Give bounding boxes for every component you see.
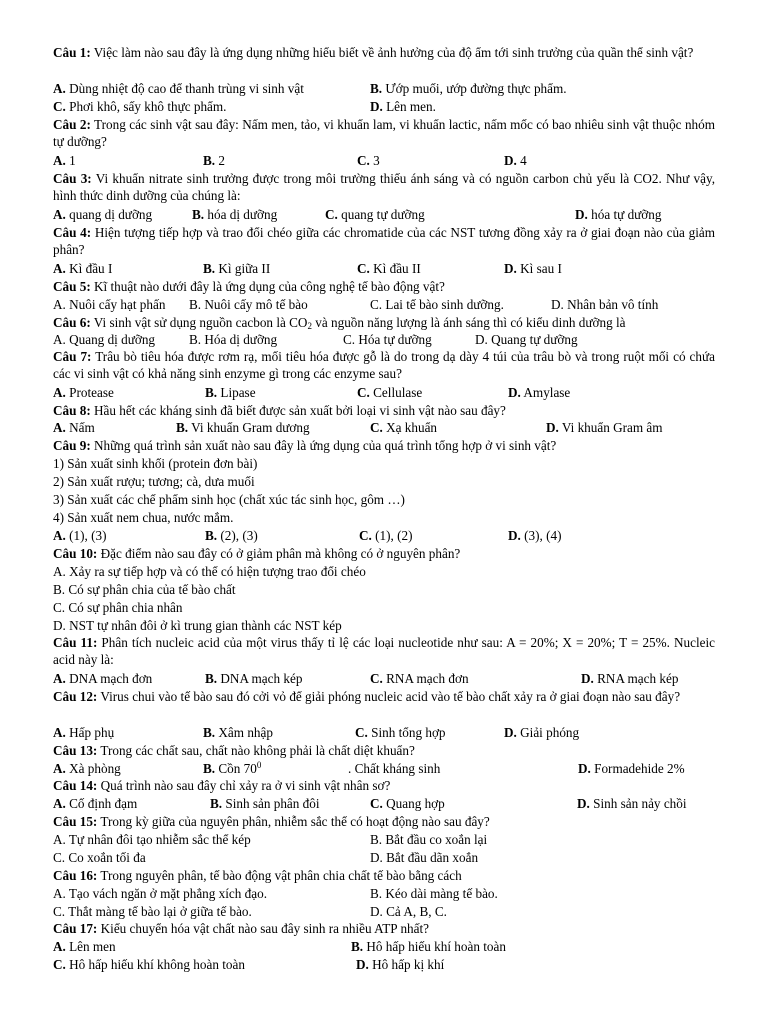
question-16 <box>53 867 462 884</box>
option-c: C. quang tự dưỡng <box>325 207 425 222</box>
option-d: D. (3), (4) <box>508 528 562 543</box>
option-b: B. Sinh sản phân đôi <box>210 796 320 811</box>
option-a: A. Nuôi cấy hạt phấn <box>53 297 166 312</box>
option-b: B. Nuôi cấy mô tế bào <box>189 297 308 312</box>
option-c: C. Cellulase <box>357 385 423 400</box>
option-c: . Chất kháng sinh <box>348 761 441 776</box>
option-a: A. DNA mạch đơn <box>53 671 153 686</box>
question-14 <box>53 777 390 794</box>
question-text: Hiện tượng tiếp hợp và trao đổi chéo giữa các chromatide của các NST tương đồng xảy ra ở giai đoạn nào của giảm phân? <box>53 225 715 257</box>
option-d: D. Giải phóng <box>504 725 580 740</box>
question-text: Quá trình nào sau đây chỉ xảy ra ở vi sinh vật nhân sơ? <box>97 778 391 793</box>
option-d: D. Amylase <box>508 385 571 400</box>
question-label: Câu 1: <box>53 45 91 60</box>
question-label: Câu 17: <box>53 921 98 936</box>
option-c: C. Sinh tổng hợp <box>355 725 446 740</box>
option-b: B. Bắt đầu co xoắn lại <box>370 832 488 847</box>
option-c: C. Hô hấp hiếu khí không hoàn toàn <box>53 957 245 972</box>
question-12 <box>53 688 715 705</box>
question-17 <box>53 920 429 937</box>
question-text: Đặc điểm nào sau đây có ở giảm phân mà không có ở nguyên phân? <box>97 546 461 561</box>
option-b: B. Ướp muối, ướp đường thực phẩm. <box>370 81 567 96</box>
option-d: D. hóa tự dưỡng <box>575 207 662 222</box>
option-d: D. Bắt đầu dãn xoắn <box>370 850 479 865</box>
option-c: C. Xạ khuẩn <box>370 420 438 435</box>
option-d: D. Vi khuẩn Gram âm <box>546 420 663 435</box>
question-text: Trong kỳ giữa của nguyên phân, nhiễm sắc thể có hoạt động nào sau đây? <box>97 814 490 829</box>
question-label: Câu 2: <box>53 117 91 132</box>
question-text: Trong các chất sau, chất nào không phải là chất diệt khuẩn? <box>97 743 415 758</box>
option-a: A. (1), (3) <box>53 528 107 543</box>
question-label: Câu 11: <box>53 635 98 650</box>
question-text: Những quá trình sản xuất nào sau đây là ứng dụng của quá trình tổng hợp ở vi sinh vật? <box>90 438 557 453</box>
option-c: C. RNA mạch đơn <box>370 671 469 686</box>
question-text: Kiểu chuyển hóa vật chất nào sau đây sinh ra nhiều ATP nhất? <box>97 921 429 936</box>
option-a: A. Kì đầu I <box>53 261 113 276</box>
option-a: A. Tự nhân đôi tạo nhiễm sắc thể kép <box>53 832 251 847</box>
option-d: D. 4 <box>504 153 527 168</box>
question-label: Câu 7: <box>53 349 92 364</box>
option-c: C. Có sự phân chia nhân <box>53 600 183 615</box>
option-d: D. Hô hấp kị khí <box>356 957 445 972</box>
question-label: Câu 13: <box>53 743 98 758</box>
statement-2: 2) Sản xuất rượu; tương; cà, dưa muối <box>53 474 255 489</box>
question-label: Câu 15: <box>53 814 98 829</box>
option-c: C. Co xoắn tối đa <box>53 850 146 865</box>
question-4 <box>53 224 715 258</box>
question-8 <box>53 402 506 419</box>
option-b: B. Hô hấp hiếu khí hoàn toàn <box>351 939 506 954</box>
option-d: D. Kì sau I <box>504 261 562 276</box>
question-text: Trâu bò tiêu hóa được rơm rạ, mối tiêu hóa được gỗ là do trong dạ dày 4 túi của trâu bò và trong ruột mối có chứa các vi sinh vật có khả năng sinh enzyme gì trong các enzyme sau? <box>53 349 715 381</box>
option-d: D. NST tự nhân đôi ở kì trung gian thành các NST kép <box>53 618 342 633</box>
option-b: B. Lipase <box>205 385 256 400</box>
question-text: Trong nguyên phân, tế bào động vật phân chia chất tế bào bằng cách <box>97 868 462 883</box>
question-label: Câu 10: <box>53 546 98 561</box>
option-a: A. Protease <box>53 385 114 400</box>
option-c: C. Kì đầu II <box>357 261 421 276</box>
option-a: A. Xà phòng <box>53 761 121 776</box>
question-1 <box>53 44 715 61</box>
option-a: A. Nấm <box>53 420 95 435</box>
question-text: Việc làm nào sau đây là ứng dụng những hiểu biết về ảnh hưởng của độ ẩm tới sinh trưởng của quần thể sinh vật? <box>90 45 694 60</box>
option-b: B. Có sự phân chia của tế bào chất <box>53 582 236 597</box>
question-text: Phân tích nucleic acid của một virus thấy tỉ lệ các loại nucleotide như sau: A = 20%; X = 20%; T = 25%. Nucleic acid này là: <box>53 635 715 667</box>
option-b: B. Vi khuẩn Gram dương <box>176 420 310 435</box>
option-b: B. Cồn $70^0$ <box>203 760 262 776</box>
statement-4: 4) Sản xuất nem chua, nước mắm. <box>53 510 234 525</box>
option-d: D. Cả A, B, C. <box>370 904 447 919</box>
option-a: A. quang dị dưỡng <box>53 207 153 222</box>
question-label: Câu 14: <box>53 778 98 793</box>
option-d: D. Lên men. <box>370 99 436 114</box>
option-b: B. DNA mạch kép <box>205 671 303 686</box>
question-text: Vi khuẩn nitrate sinh trưởng được trong môi trường thiếu ánh sáng và có nguồn carbon chủ yếu là CO2. Như vậy, hình thức dinh dưỡng của chúng là: <box>53 171 716 203</box>
question-13 <box>53 742 415 759</box>
question-text: Kĩ thuật nào dưới đây là ứng dụng của công nghệ tế bào động vật? <box>90 279 445 294</box>
option-a: A. Lên men <box>53 939 116 954</box>
question-5 <box>53 278 445 295</box>
option-b: B. Xâm nhập <box>203 725 273 740</box>
question-10 <box>53 545 460 562</box>
option-a: A. Tạo vách ngăn ở mặt phẳng xích đạo. <box>53 886 268 901</box>
question-label: Câu 16: <box>53 868 98 883</box>
option-b: B. Hóa dị dưỡng <box>189 332 278 347</box>
option-c: C. (1), (2) <box>359 528 413 543</box>
question-11 <box>53 634 715 668</box>
question-7 <box>53 348 715 382</box>
option-c: C. Lai tế bào sinh dưỡng. <box>370 297 504 312</box>
statement-1: 1) Sản xuất sinh khối (protein đơn bài) <box>53 456 258 471</box>
question-2 <box>53 116 715 150</box>
option-c: C. 3 <box>357 153 380 168</box>
option-b: B. hóa dị dưỡng <box>192 207 278 222</box>
question-label: Câu 12: <box>53 689 98 704</box>
question-label: Câu 5: <box>53 279 91 294</box>
option-c: C. Hóa tự dưỡng <box>343 332 432 347</box>
option-a: A. Quang dị dưỡng <box>53 332 156 347</box>
option-a: A. Xảy ra sự tiếp hợp và có thể có hiện tượng trao đổi chéo <box>53 564 366 579</box>
statement-3: 3) Sản xuất các chế phẩm sinh học (chất xúc tác sinh học, gôm …) <box>53 492 405 507</box>
question-label: Câu 6: <box>53 315 91 330</box>
option-b: B. Kì giữa II <box>203 261 271 276</box>
question-15 <box>53 813 490 830</box>
option-c: C. Phơi khô, sấy khô thực phẩm. <box>53 99 227 114</box>
option-c: C. Thắt màng tế bào lại ở giữa tế bào. <box>53 904 252 919</box>
question-text: Hầu hết các kháng sinh đã biết được sản xuất bởi loại vi sinh vật nào sau đây? <box>90 403 506 418</box>
option-a: A. Cố định đạm <box>53 796 138 811</box>
question-label: Câu 8: <box>53 403 91 418</box>
option-d: D. Nhân bản vô tính <box>551 297 659 312</box>
question-9 <box>53 437 556 454</box>
option-b: B. (2), (3) <box>205 528 258 543</box>
question-label: Câu 9: <box>53 438 91 453</box>
question-text: Trong các sinh vật sau đây: Nấm men, tảo, vi khuẩn lam, vi khuẩn lactic, nấm mốc có bao nhiêu sinh vật thuộc nhóm tự dưỡng? <box>53 117 715 149</box>
option-b: B. 2 <box>203 153 225 168</box>
option-a: A. Hấp phụ <box>53 725 115 740</box>
question-label: Câu 3: <box>53 171 92 186</box>
option-d: D. Quang tự dưỡng <box>475 332 578 347</box>
option-a: A. Dùng nhiệt độ cao để thanh trùng vi sinh vật <box>53 81 304 96</box>
option-d: D. Formadehide 2% <box>578 761 685 776</box>
option-d: D. RNA mạch kép <box>581 671 679 686</box>
question-label: Câu 4: <box>53 225 92 240</box>
question-6: Câu 6: Vi sinh vật sử dụng nguồn cacbon là $CO_2$ và nguồn năng lượng là ánh sáng thì có kiểu dinh dưỡng là <box>53 315 626 331</box>
option-c: C. Quang hợp <box>370 796 445 811</box>
question-text: Virus chui vào tế bào sau đó cởi vỏ để giải phóng nucleic acid vào tế bào chất xảy ra ở giai đoạn nào sau đây? <box>97 689 681 704</box>
option-b: B. Kéo dài màng tế bào. <box>370 886 498 901</box>
option-d: D. Sinh sản nảy chồi <box>577 796 687 811</box>
question-3 <box>53 170 715 204</box>
option-a: A. 1 <box>53 153 76 168</box>
